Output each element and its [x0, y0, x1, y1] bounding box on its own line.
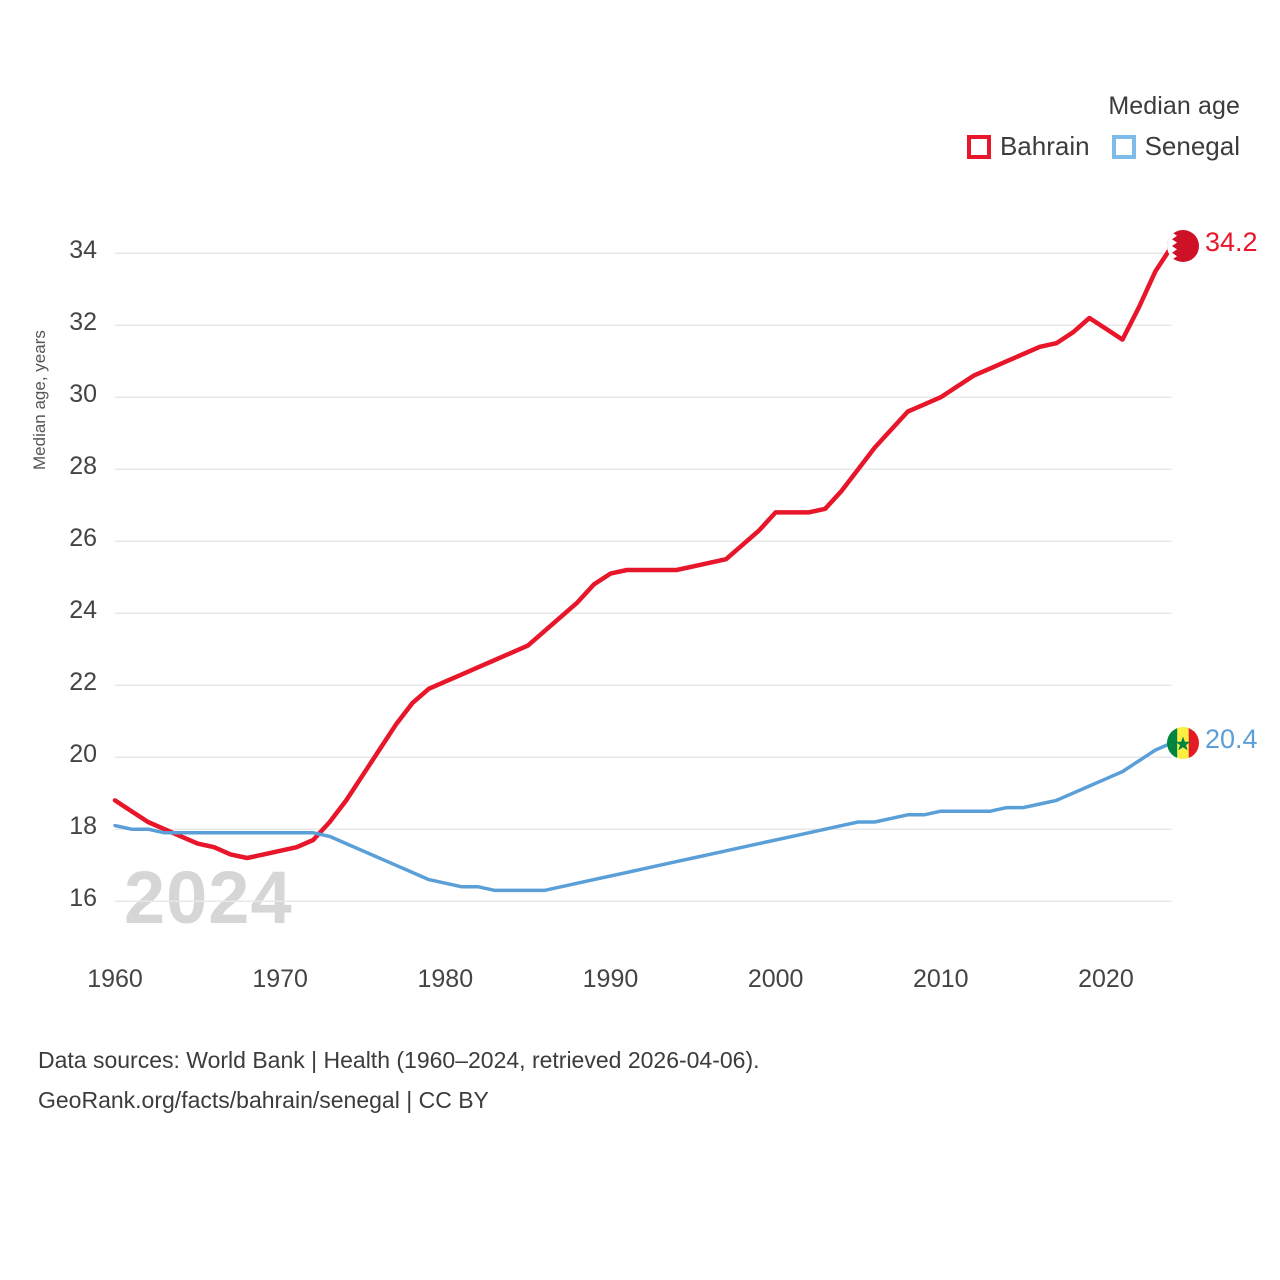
footer-line-2: GeoRank.org/facts/bahrain/senegal | CC BY [38, 1087, 489, 1113]
y-tick-label: 28 [69, 452, 97, 481]
y-tick-label: 24 [69, 596, 97, 625]
footer-line-1: Data sources: World Bank | Health (1960–2024, retrieved 2026-04-06). [38, 1047, 760, 1073]
y-tick-label: 32 [69, 308, 97, 337]
y-tick-label: 18 [69, 812, 97, 841]
bahrain-flag-icon [1166, 229, 1200, 263]
y-tick-label: 16 [69, 884, 97, 913]
legend-label-bahrain: Bahrain [999, 131, 1090, 161]
series-line-senegal [115, 743, 1172, 891]
legend-label-senegal: Senegal [1144, 131, 1240, 161]
x-tick-label: 1960 [87, 965, 143, 993]
y-tick-label: 34 [69, 236, 97, 265]
x-tick-label: 2010 [912, 965, 969, 993]
x-tick-label: 2020 [1078, 965, 1134, 993]
y-tick-label: 30 [69, 380, 97, 409]
series-line-bahrain [115, 246, 1172, 858]
x-tick-label: 1980 [417, 965, 474, 993]
senegal-endpoint-label: 20.4 [1205, 723, 1258, 754]
gridlines [115, 253, 1172, 901]
legend-title: Median age [1108, 92, 1240, 120]
x-tick-label: 1970 [252, 965, 308, 993]
bahrain-endpoint-label: 34.2 [1205, 227, 1258, 257]
y-tick-label: 22 [69, 668, 97, 697]
y-axis-title: Median age, years [30, 330, 49, 470]
y-tick-label: 26 [69, 524, 97, 553]
year-watermark: 2024 [124, 856, 293, 939]
y-tick-label: 20 [69, 740, 97, 769]
senegal-flag-icon [1166, 726, 1200, 760]
x-tick-label: 2000 [747, 965, 804, 993]
x-tick-label: 1990 [582, 965, 639, 993]
series-lines [115, 246, 1172, 890]
footer-sources [38, 1040, 760, 1120]
